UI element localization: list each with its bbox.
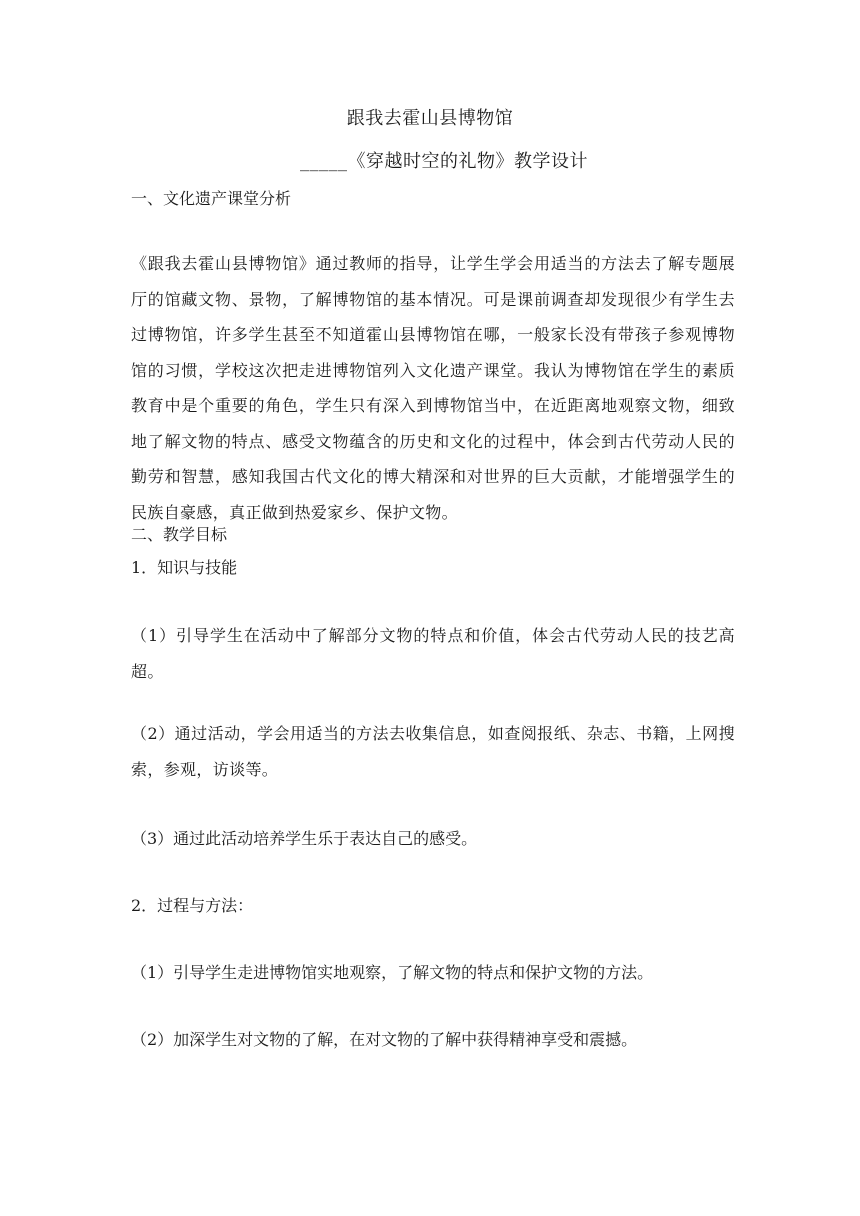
section-heading-analysis: 一、文化遗产课堂分析: [131, 189, 292, 208]
section-heading-objectives: 二、教学目标: [131, 525, 228, 544]
analysis-paragraph: 《跟我去霍山县博物馆》通过教师的指导，让学生学会用适当的方法去了解专题展厅的馆藏文物、景物，了解博物馆的基本情况。可是课前调查却发现很少有学生去过博物馆，许多学生甚至不知道霍山县博物馆在哪，一般家长没有带孩子参观博物馆的习惯，学校这次把走进博物馆列入文化遗产课堂。我认为博物馆在学生的素质教育中是个重要的角色，学生只有深入到博物馆当中，在近距离地观察文物，细致地了解文物的特点、感受文物蕴含的历史和文化的过程中，体会到古代劳动人民的勤劳和智慧，感知我国古代文化的博大精深和对世界的巨大贡献，才能增强学生的民族自豪感，真正做到热爱家乡、保护文物。: [131, 254, 735, 522]
document-title: 跟我去霍山县博物馆: [346, 108, 514, 129]
subheading-process-methods: 2．过程与方法：: [131, 896, 254, 915]
objective-item-2-1: （1）引导学生走进博物馆实地观察，了解文物的特点和保护文物的方法。: [131, 963, 654, 982]
objective-item-1-3: （3）通过此活动培养学生乐于表达自己的感受。: [131, 829, 478, 848]
objective-item-1-2: （2）通过活动，学会用适当的方法去收集信息，如查阅报纸、杂志、书籍，上网搜索，参观，访谈等。: [131, 724, 735, 779]
objective-item-1-1: （1）引导学生在活动中了解部分文物的特点和价值，体会古代劳动人民的技艺高超。: [131, 626, 735, 681]
subheading-knowledge-skills: 1．知识与技能: [131, 558, 238, 577]
document-subtitle: _____《穿越时空的礼物》教学设计: [300, 151, 588, 172]
objective-item-2-2: （2）加深学生对文物的了解，在对文物的了解中获得精神享受和震撼。: [131, 1030, 638, 1049]
